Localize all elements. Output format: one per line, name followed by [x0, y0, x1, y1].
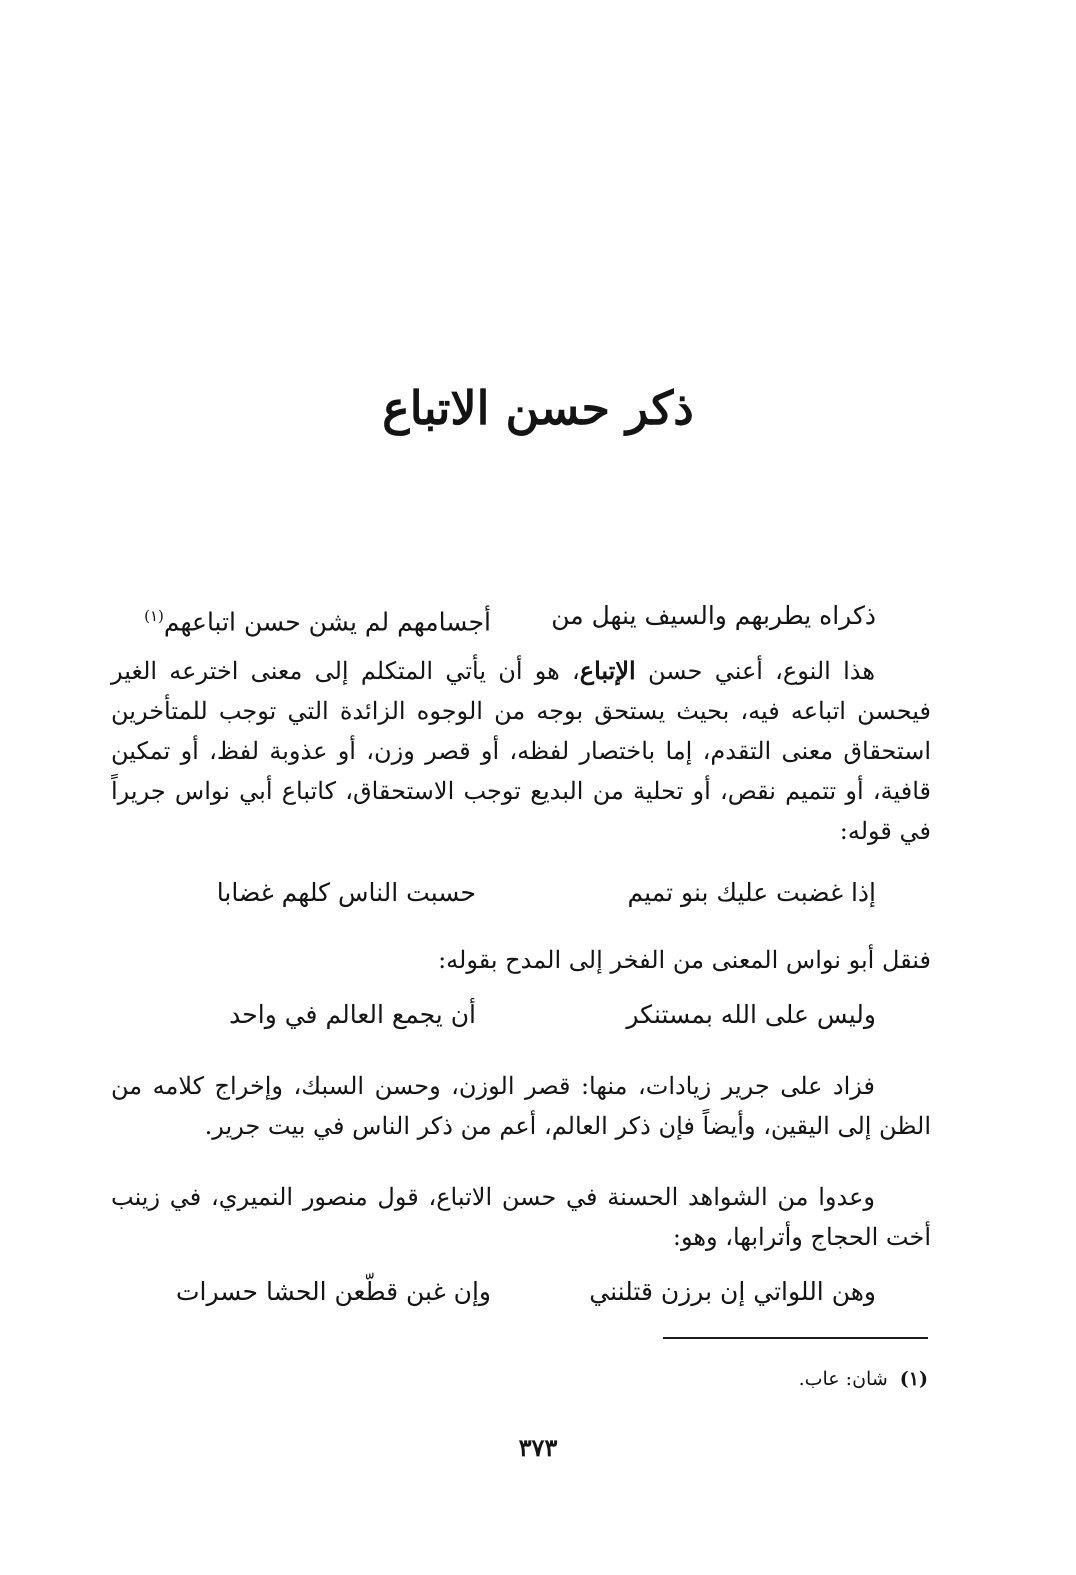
paragraph: فزاد على جرير زيادات، منها: قصر الوزن، وحسن السبك، وإخراج كلامه من الظن إلى اليقين، وأيضاً فإن ذكر العالم، أعم من ذكر الناس في بيت جرير. — [111, 1072, 931, 1140]
paragraph: هذا النوع، أعني حسن الإتباع، هو أن يأتي المتكلم إلى معنى اخترعه الغير فيحسن اتباعه فيه، بحيث يستحق بوجه من الوجوه الزائدة التي توجب للمتأخرين استحقاق معنى التقدم، إما باختصار لفظه، أو قصر وزن، أو عذوبة لفظ، أو تمكين قافية، أو تتميم نقص، أو تحلية من البديع توجب الاستحقاق، كاتباع أبي نواس جريراً في قوله: — [111, 656, 932, 845]
verse-second-hemistich: حسبت الناس كلهم غضابا — [216, 878, 476, 907]
chapter-title: ذكر حسن الاتباع — [382, 381, 694, 435]
page-number: ٣٧٣ — [518, 1433, 558, 1462]
paragraph: وعدوا من الشواهد الحسنة في حسن الاتباع، قول منصور النميري، في زينب أخت الحجاج وأترابها، وهو: — [111, 1183, 931, 1251]
verse-line — [166, 873, 876, 913]
verse-second-hemistich: أن يجمع العالم في واحد — [229, 1000, 476, 1029]
verse-line — [144, 596, 876, 637]
verse-second-hemistich: وإن غبن قطّعن الحشا حسرات — [175, 1277, 491, 1306]
footnote-reference: (١) — [144, 607, 164, 625]
footnote-separator — [663, 1337, 928, 1339]
paragraph: فنقل أبو نواس المعنى من الفخر إلى المدح بقوله: — [438, 946, 931, 974]
verse-line — [166, 1272, 876, 1312]
bold-term: الإتباع — [579, 656, 636, 685]
verse-second-hemistich: أجسامهم لم يشن حسن اتباعهم$^{(١)}$ — [144, 607, 491, 637]
footnote-text: شان: عاب. — [798, 1368, 888, 1390]
footnote — [799, 1364, 928, 1394]
verse-first-hemistich: إذا غضبت عليك بنو تميم — [627, 878, 876, 907]
verse-line — [166, 995, 876, 1035]
verse-first-hemistich: وليس على الله بمستنكر — [626, 1000, 876, 1029]
footnote-number: (١) — [899, 1368, 928, 1390]
verse-first-hemistich: ذكراه يطربهم والسيف ينهل من — [551, 601, 876, 630]
verse-first-hemistich: وهن اللواتي إن برزن قتلنني — [589, 1277, 876, 1306]
